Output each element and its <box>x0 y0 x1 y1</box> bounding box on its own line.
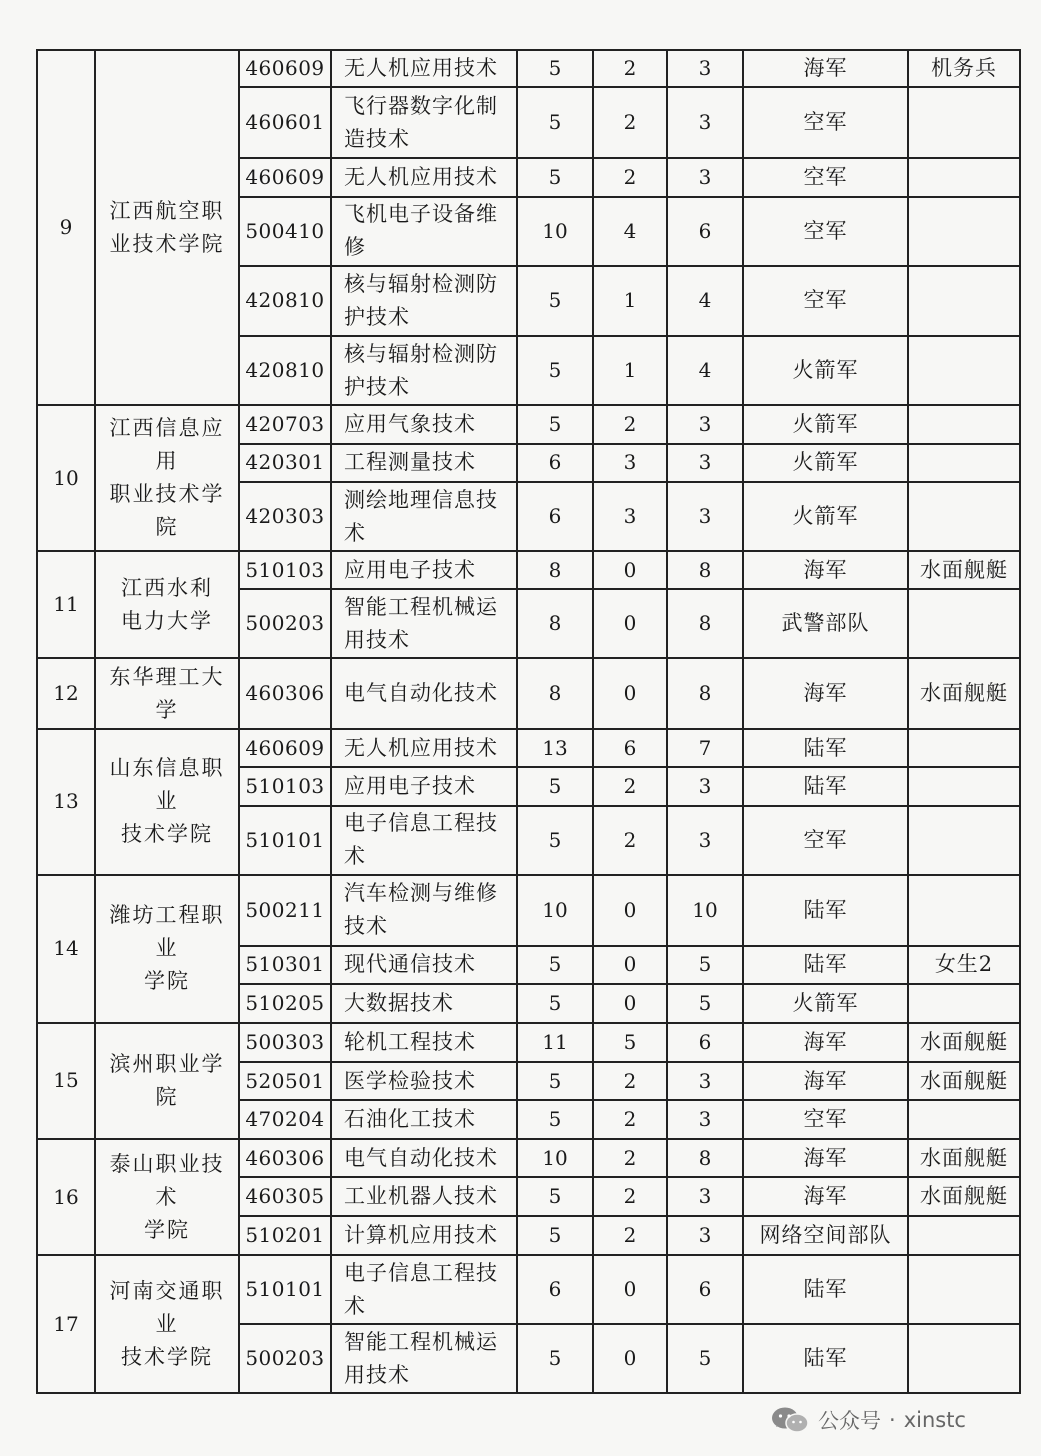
remark <box>908 875 1020 946</box>
plan-total: 5 <box>517 50 593 87</box>
major-name: 电子信息工程技 术 <box>331 1255 517 1324</box>
major-code: 420703 <box>239 405 331 443</box>
plan-total: 5 <box>517 946 593 984</box>
plan-total: 6 <box>517 482 593 551</box>
row-number: 10 <box>37 405 95 551</box>
plan-count-a: 2 <box>593 806 667 875</box>
remark <box>908 1100 1020 1138</box>
remark <box>908 405 1020 443</box>
major-code: 500203 <box>239 1324 331 1393</box>
military-branch: 空军 <box>743 87 908 158</box>
plan-total: 5 <box>517 266 593 337</box>
military-branch: 火箭军 <box>743 336 908 405</box>
school-name: 江西水利 电力大学 <box>95 551 239 658</box>
remark: 水面舰艇 <box>908 658 1020 729</box>
major-name: 医学检验技术 <box>331 1062 517 1100</box>
plan-count-b: 3 <box>667 767 743 805</box>
plan-count-a: 2 <box>593 1216 667 1255</box>
school-name: 东华理工大学 <box>95 658 239 729</box>
plan-total: 5 <box>517 1177 593 1215</box>
enrollment-table <box>36 49 1021 1394</box>
plan-total: 6 <box>517 444 593 482</box>
remark <box>908 158 1020 196</box>
major-code: 460306 <box>239 658 331 729</box>
military-branch: 陆军 <box>743 767 908 805</box>
major-code: 510201 <box>239 1216 331 1255</box>
plan-count-a: 4 <box>593 197 667 266</box>
major-name: 工业机器人技术 <box>331 1177 517 1215</box>
watermark-separator: · <box>889 1408 896 1432</box>
remark: 水面舰艇 <box>908 1023 1020 1062</box>
table-row <box>37 658 1020 729</box>
major-code: 460601 <box>239 87 331 158</box>
plan-count-a: 2 <box>593 50 667 87</box>
remark <box>908 266 1020 337</box>
table-row <box>37 405 1020 443</box>
plan-count-a: 0 <box>593 658 667 729</box>
remark: 水面舰艇 <box>908 551 1020 589</box>
major-name: 飞机电子设备维 修 <box>331 197 517 266</box>
plan-count-b: 4 <box>667 336 743 405</box>
plan-count-a: 2 <box>593 87 667 158</box>
major-code: 510103 <box>239 551 331 589</box>
plan-count-a: 2 <box>593 1177 667 1215</box>
table-row <box>37 875 1020 946</box>
plan-count-b: 8 <box>667 658 743 729</box>
major-code: 520501 <box>239 1062 331 1100</box>
military-branch: 空军 <box>743 197 908 266</box>
table-row <box>37 1023 1020 1062</box>
remark <box>908 87 1020 158</box>
row-number: 17 <box>37 1255 95 1393</box>
military-branch: 陆军 <box>743 1324 908 1393</box>
plan-count-b: 3 <box>667 444 743 482</box>
major-name: 现代通信技术 <box>331 946 517 984</box>
plan-count-a: 3 <box>593 444 667 482</box>
plan-total: 10 <box>517 197 593 266</box>
major-name: 大数据技术 <box>331 984 517 1022</box>
row-number: 9 <box>37 50 95 405</box>
major-name: 无人机应用技术 <box>331 158 517 196</box>
watermark <box>770 1398 966 1442</box>
major-code: 510301 <box>239 946 331 984</box>
remark <box>908 1255 1020 1324</box>
plan-total: 5 <box>517 336 593 405</box>
plan-total: 6 <box>517 1255 593 1324</box>
plan-count-b: 3 <box>667 1177 743 1215</box>
major-code: 460609 <box>239 50 331 87</box>
major-name: 无人机应用技术 <box>331 50 517 87</box>
remark <box>908 984 1020 1022</box>
remark <box>908 1216 1020 1255</box>
major-name: 智能工程机械运 用技术 <box>331 1324 517 1393</box>
row-number: 15 <box>37 1023 95 1139</box>
plan-count-a: 2 <box>593 158 667 196</box>
remark <box>908 482 1020 551</box>
plan-count-b: 3 <box>667 482 743 551</box>
major-code: 510103 <box>239 767 331 805</box>
major-code: 460609 <box>239 729 331 767</box>
plan-count-b: 3 <box>667 405 743 443</box>
plan-count-a: 2 <box>593 1062 667 1100</box>
plan-count-a: 1 <box>593 336 667 405</box>
remark <box>908 197 1020 266</box>
plan-count-b: 6 <box>667 197 743 266</box>
military-branch: 海军 <box>743 1062 908 1100</box>
school-name: 江西信息应用 职业技术学院 <box>95 405 239 551</box>
military-branch: 空军 <box>743 806 908 875</box>
plan-count-a: 0 <box>593 551 667 589</box>
plan-count-b: 10 <box>667 875 743 946</box>
remark <box>908 1324 1020 1393</box>
remark <box>908 767 1020 805</box>
plan-total: 5 <box>517 767 593 805</box>
plan-count-a: 0 <box>593 589 667 658</box>
plan-count-a: 2 <box>593 405 667 443</box>
plan-count-b: 6 <box>667 1023 743 1062</box>
major-name: 核与辐射检测防 护技术 <box>331 266 517 337</box>
major-name: 计算机应用技术 <box>331 1216 517 1255</box>
major-name: 电气自动化技术 <box>331 658 517 729</box>
plan-count-b: 3 <box>667 50 743 87</box>
plan-count-b: 5 <box>667 1324 743 1393</box>
plan-total: 8 <box>517 589 593 658</box>
plan-count-b: 3 <box>667 158 743 196</box>
plan-total: 5 <box>517 984 593 1022</box>
table-row <box>37 1139 1020 1177</box>
row-number: 16 <box>37 1139 95 1255</box>
plan-total: 8 <box>517 551 593 589</box>
military-branch: 火箭军 <box>743 444 908 482</box>
plan-count-a: 3 <box>593 482 667 551</box>
remark <box>908 336 1020 405</box>
plan-count-a: 0 <box>593 875 667 946</box>
plan-count-b: 4 <box>667 266 743 337</box>
major-name: 智能工程机械运 用技术 <box>331 589 517 658</box>
major-code: 500303 <box>239 1023 331 1062</box>
military-branch: 海军 <box>743 1177 908 1215</box>
school-name: 山东信息职业 技术学院 <box>95 729 239 875</box>
major-code: 500203 <box>239 589 331 658</box>
major-name: 轮机工程技术 <box>331 1023 517 1062</box>
plan-count-b: 8 <box>667 1139 743 1177</box>
military-branch: 陆军 <box>743 875 908 946</box>
row-number: 12 <box>37 658 95 729</box>
plan-count-b: 8 <box>667 589 743 658</box>
military-branch: 武警部队 <box>743 589 908 658</box>
military-branch: 海军 <box>743 658 908 729</box>
major-code: 420301 <box>239 444 331 482</box>
plan-count-a: 0 <box>593 984 667 1022</box>
major-name: 石油化工技术 <box>331 1100 517 1138</box>
remark: 水面舰艇 <box>908 1139 1020 1177</box>
row-number: 13 <box>37 729 95 875</box>
major-name: 无人机应用技术 <box>331 729 517 767</box>
major-name: 汽车检测与维修 技术 <box>331 875 517 946</box>
remark: 女生2 <box>908 946 1020 984</box>
plan-count-b: 3 <box>667 806 743 875</box>
watermark-platform: 公众号 <box>818 1409 881 1433</box>
plan-count-a: 2 <box>593 767 667 805</box>
remark <box>908 729 1020 767</box>
plan-count-a: 5 <box>593 1023 667 1062</box>
major-name: 应用气象技术 <box>331 405 517 443</box>
military-branch: 网络空间部队 <box>743 1216 908 1255</box>
plan-count-a: 2 <box>593 1139 667 1177</box>
plan-total: 8 <box>517 658 593 729</box>
major-code: 510101 <box>239 806 331 875</box>
row-number: 11 <box>37 551 95 658</box>
major-code: 460305 <box>239 1177 331 1215</box>
plan-total: 5 <box>517 806 593 875</box>
enrollment-table-sheet <box>36 49 1019 1394</box>
plan-total: 5 <box>517 158 593 196</box>
remark: 水面舰艇 <box>908 1177 1020 1215</box>
military-branch: 陆军 <box>743 729 908 767</box>
military-branch: 空军 <box>743 1100 908 1138</box>
table-row <box>37 729 1020 767</box>
plan-total: 5 <box>517 1100 593 1138</box>
major-code: 500410 <box>239 197 331 266</box>
major-code: 420303 <box>239 482 331 551</box>
military-branch: 海军 <box>743 551 908 589</box>
plan-total: 5 <box>517 405 593 443</box>
military-branch: 海军 <box>743 1023 908 1062</box>
remark: 机务兵 <box>908 50 1020 87</box>
school-name: 滨州职业学院 <box>95 1023 239 1139</box>
plan-total: 13 <box>517 729 593 767</box>
major-code: 460306 <box>239 1139 331 1177</box>
table-row <box>37 1255 1020 1324</box>
plan-total: 5 <box>517 1324 593 1393</box>
major-code: 510205 <box>239 984 331 1022</box>
remark <box>908 444 1020 482</box>
major-name: 核与辐射检测防 护技术 <box>331 336 517 405</box>
plan-count-b: 5 <box>667 946 743 984</box>
school-name: 潍坊工程职业 学院 <box>95 875 239 1023</box>
plan-total: 5 <box>517 1216 593 1255</box>
table-body <box>37 50 1020 1393</box>
plan-total: 5 <box>517 87 593 158</box>
plan-total: 5 <box>517 1062 593 1100</box>
plan-count-a: 1 <box>593 266 667 337</box>
watermark-account: xinstc <box>903 1408 966 1432</box>
military-branch: 火箭军 <box>743 984 908 1022</box>
major-code: 420810 <box>239 336 331 405</box>
major-code: 460609 <box>239 158 331 196</box>
major-name: 应用电子技术 <box>331 767 517 805</box>
major-name: 应用电子技术 <box>331 551 517 589</box>
major-code: 510101 <box>239 1255 331 1324</box>
school-name: 江西航空职 业技术学院 <box>95 50 239 405</box>
plan-count-b: 6 <box>667 1255 743 1324</box>
plan-count-a: 0 <box>593 1324 667 1393</box>
wechat-logo-icon <box>770 1405 810 1435</box>
remark: 水面舰艇 <box>908 1062 1020 1100</box>
school-name: 河南交通职业 技术学院 <box>95 1255 239 1393</box>
military-branch: 火箭军 <box>743 482 908 551</box>
plan-count-a: 0 <box>593 1255 667 1324</box>
plan-total: 10 <box>517 1139 593 1177</box>
table-row <box>37 50 1020 87</box>
plan-count-a: 6 <box>593 729 667 767</box>
military-branch: 陆军 <box>743 1255 908 1324</box>
major-name: 电气自动化技术 <box>331 1139 517 1177</box>
major-code: 420810 <box>239 266 331 337</box>
major-name: 电子信息工程技 术 <box>331 806 517 875</box>
plan-count-b: 3 <box>667 1062 743 1100</box>
school-name: 泰山职业技术 学院 <box>95 1139 239 1255</box>
major-name: 飞行器数字化制 造技术 <box>331 87 517 158</box>
plan-count-b: 8 <box>667 551 743 589</box>
military-branch: 空军 <box>743 158 908 196</box>
military-branch: 空军 <box>743 266 908 337</box>
plan-count-a: 0 <box>593 946 667 984</box>
plan-total: 10 <box>517 875 593 946</box>
military-branch: 海军 <box>743 50 908 87</box>
military-branch: 火箭军 <box>743 405 908 443</box>
major-name: 测绘地理信息技 术 <box>331 482 517 551</box>
plan-count-a: 2 <box>593 1100 667 1138</box>
plan-count-b: 5 <box>667 984 743 1022</box>
major-code: 470204 <box>239 1100 331 1138</box>
row-number: 14 <box>37 875 95 1023</box>
remark <box>908 806 1020 875</box>
major-code: 500211 <box>239 875 331 946</box>
table-row <box>37 551 1020 589</box>
plan-count-b: 3 <box>667 1216 743 1255</box>
plan-count-b: 3 <box>667 1100 743 1138</box>
remark <box>908 589 1020 658</box>
plan-count-b: 7 <box>667 729 743 767</box>
plan-count-b: 3 <box>667 87 743 158</box>
major-name: 工程测量技术 <box>331 444 517 482</box>
military-branch: 海军 <box>743 1139 908 1177</box>
plan-total: 11 <box>517 1023 593 1062</box>
military-branch: 陆军 <box>743 946 908 984</box>
